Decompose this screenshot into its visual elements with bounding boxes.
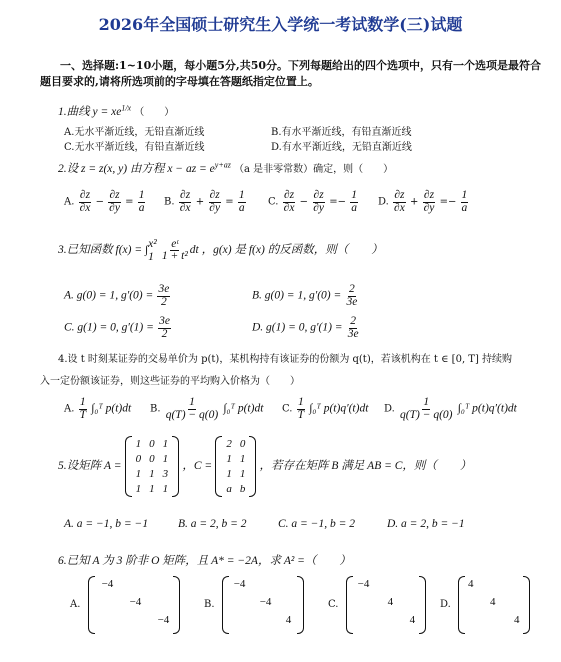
q1-option-c[interactable]: C.无水平渐近线，有铅直渐近线	[64, 142, 205, 153]
q6-option-a[interactable]: A. −4 −4 −4	[70, 576, 180, 632]
q1-option-d[interactable]: D.有水平渐近线，无铅直渐近线	[271, 142, 412, 153]
section-instructions-line2: 题目要求的,请将所选项前的字母填在答题纸指定位置上。	[40, 75, 319, 88]
section-instructions-line1: 一、选择题:1~10小题，每小题5分,共50分。下列每题给出的四个选项中，只有一个选项是最符合	[60, 59, 542, 72]
q5-option-b[interactable]: B. a = 2, b = 2	[178, 518, 247, 530]
q3-option-a[interactable]: A. g(0) = 1, g′(0) = $\frac{3e}{2}$	[64, 283, 170, 308]
q6-matrix-c: −4 4 4	[346, 576, 426, 632]
q4-stem-line1: 4.设 t 时刻某证券的交易单价为 p(t)，某机构持有该证券的份额为 q(t)，若该机构在 t ∈ [0, T] 持续购	[58, 354, 513, 365]
q3-option-d[interactable]: D. g(1) = 0, g′(1) = $\frac{2}{3e}$	[252, 315, 359, 340]
q2-option-c[interactable]: C. $\frac{\partial z}{\partial x}$ − $\frac{\partial z}{\partial y}$ =− $\frac{1}{a}$	[268, 189, 357, 214]
q5-stem: 5.设矩阵 A = 1 0 1 0 0 1 1 1 3 1 1 1 ，C = 2 0 1 1 1 1 a b ，若存在矩阵 B 满足 AB = C，则（ ）	[58, 438, 472, 495]
q4-option-a[interactable]: A. $\frac{1}{T}$ ∫₀ᵀ p(t)dt	[64, 396, 132, 421]
q5-option-a[interactable]: A. a = −1, b = −1	[64, 518, 149, 530]
matrix-a-cell: 3	[162, 468, 169, 480]
q1-stem: 1.曲线 $y = xe^{1/x}$ （ ）	[58, 103, 175, 118]
q5-option-c[interactable]: C. a = −1, b = 2	[278, 518, 355, 530]
q2-option-b[interactable]: B. $\frac{\partial z}{\partial x}$ + $\frac{\partial z}{\partial y}$ = $\frac{1}{a}$	[164, 189, 245, 214]
q2-option-d[interactable]: D. $\frac{\partial z}{\partial x}$ + $\frac{\partial z}{\partial y}$ =− $\frac{1}{a}$	[378, 189, 468, 214]
q6-option-c[interactable]: C. −4 4 4	[328, 576, 426, 632]
page-title: 2026年全国硕士研究生入学统一考试数学(三)试题	[98, 15, 463, 34]
matrix-c-cell: 2	[226, 438, 232, 450]
q6-option-d[interactable]: D. 4 4 4	[440, 576, 530, 632]
matrix-c-cell: 1	[226, 453, 232, 465]
matrix-c-cell: b	[239, 483, 246, 495]
matrix-c-cell: 1	[226, 468, 232, 480]
q1-option-a[interactable]: A.无水平渐近线，无铅直渐近线	[64, 127, 205, 138]
matrix-a-cell: 0	[149, 453, 155, 465]
matrix-a-cell: 1	[135, 468, 142, 480]
matrix-c-cell: a	[226, 483, 232, 495]
q2-option-a[interactable]: A. $\frac{\partial z}{\partial x}$ − $\frac{\partial z}{\partial y}$ = $\frac{1}{a}$	[64, 189, 145, 214]
q4-option-b[interactable]: B. $\frac{1}{q(T) - q(0)}$ ∫₀ᵀ p(t)dt	[150, 396, 264, 421]
matrix-a-cell: 1	[162, 438, 169, 450]
q5-matrix-a	[125, 436, 180, 497]
q1-option-b[interactable]: B.有水平渐近线，有铅直渐近线	[271, 127, 412, 138]
matrix-a-cell: 0	[149, 438, 155, 450]
matrix-c-cell: 1	[239, 468, 246, 480]
q3-option-b[interactable]: B. g(0) = 1, g′(0) = $\frac{2}{3e}$	[252, 283, 358, 308]
matrix-a-cell: 1	[149, 483, 155, 495]
matrix-c-cell: 0	[239, 438, 246, 450]
q3-stem: 3.已知函数 f(x) = ∫ x² 1 $\frac{\text{eᵗ}}{\text{1 + t²}}$ dt ，g(x) 是 f(x) 的反函数，则（ ）	[58, 237, 383, 263]
matrix-c-cell: 1	[239, 453, 246, 465]
q5-option-d[interactable]: D. a = 2, b = −1	[387, 518, 465, 530]
q3-option-c[interactable]: C. g(1) = 0, g′(1) = $\frac{3e}{2}$	[64, 315, 170, 340]
q6-matrix-d: 4 4 4	[458, 576, 530, 632]
matrix-a-cell: 1	[149, 468, 155, 480]
q6-stem: 6.已知 A 为 3 阶非 O 矩阵，且 A* = −2A，求 A² =（ ）	[58, 555, 351, 567]
q4-option-d[interactable]: D. $\frac{1}{q(T) - q(0)}$ ∫₀ᵀ p(t)q′(t)dt	[384, 396, 517, 421]
matrix-a-cell: 0	[135, 453, 142, 465]
q2-stem: 2.设 z = z(x, y) 由方程 x − az = $e^{y+az}$ （a 是非零常数）确定，则（ ）	[58, 160, 394, 175]
q6-matrix-a: −4 −4 −4	[88, 576, 180, 632]
q4-stem-line2: 入一定份额该证券，则这些证券的平均购入价格为（ ）	[40, 376, 300, 387]
matrix-a-cell: 1	[135, 483, 142, 495]
q6-option-b[interactable]: B. −4 −4 4	[204, 576, 304, 632]
q4-option-c[interactable]: C. $\frac{1}{T}$ ∫₀ᵀ p(t)q′(t)dt	[282, 396, 369, 421]
matrix-a-cell: 1	[135, 438, 142, 450]
q5-matrix-c	[215, 436, 256, 497]
q6-matrix-b: −4 −4 4	[222, 576, 304, 632]
matrix-a-cell: 1	[162, 483, 169, 495]
matrix-a-cell: 1	[162, 453, 169, 465]
